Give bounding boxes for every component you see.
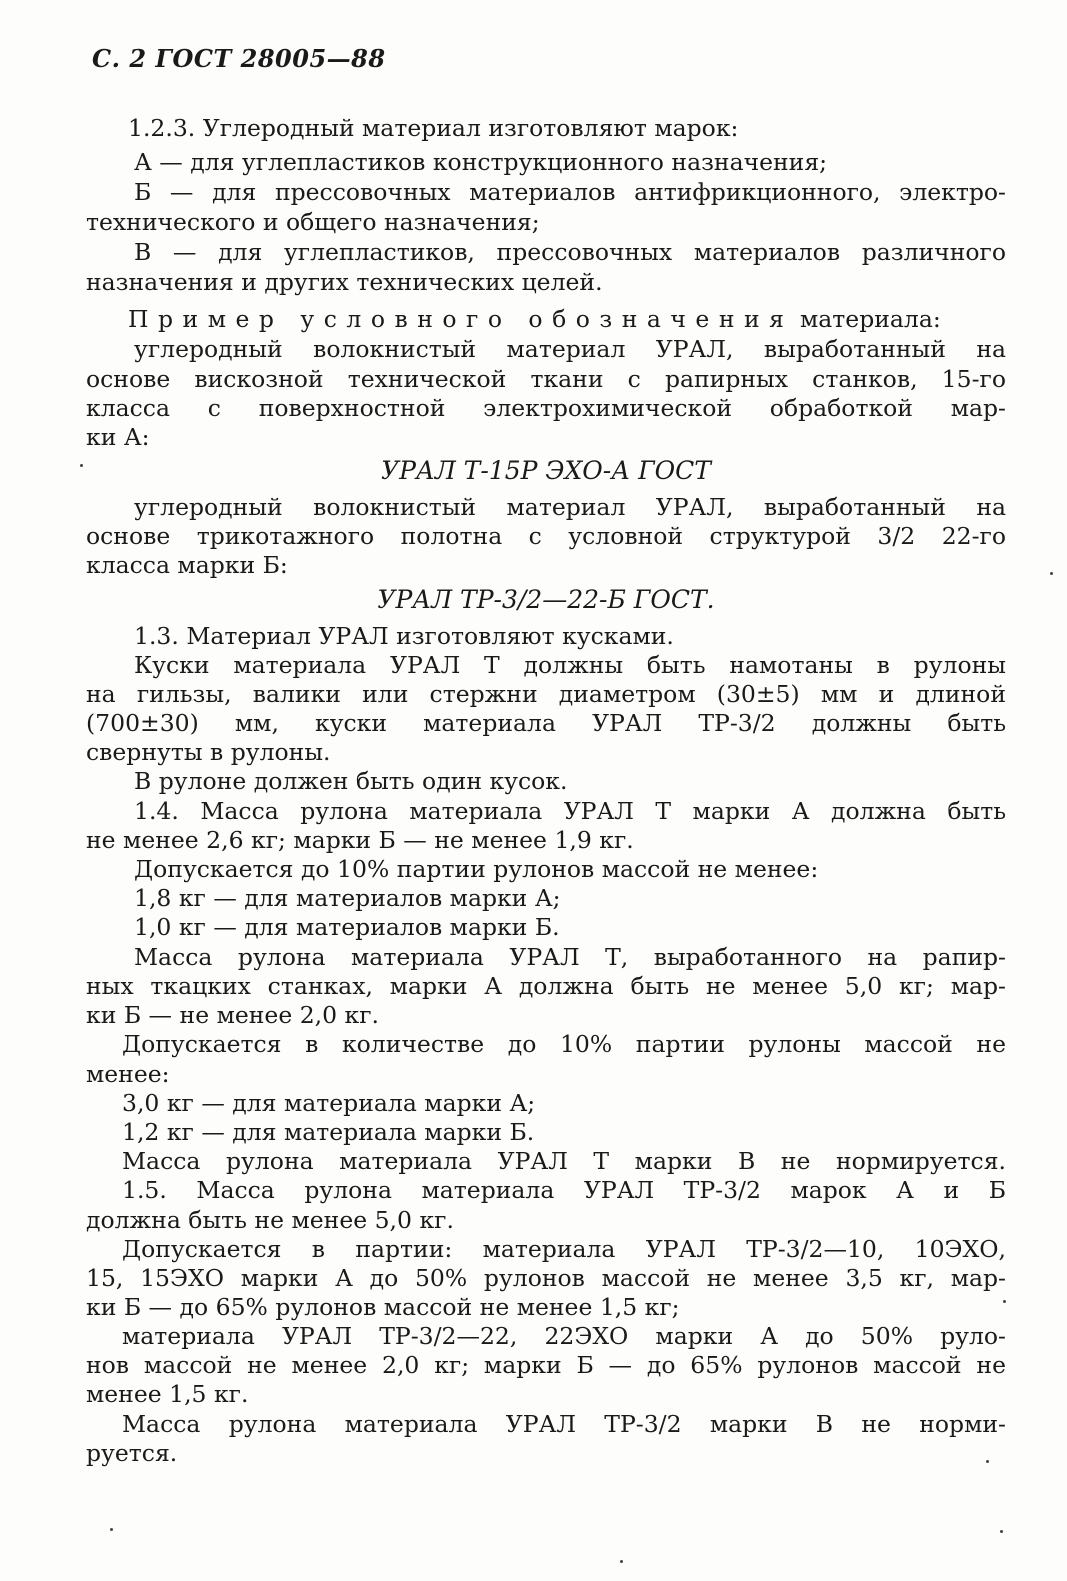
text-line: не менее 2,6 кг; марки Б — не менее 1,9 кг.: [86, 826, 634, 854]
example-heading: Пример условного обозначения: [128, 305, 794, 333]
text-line: В — для углепластиков, прессовочных материалов различного: [134, 238, 1006, 266]
text-line: руется.: [86, 1439, 178, 1467]
text-line: ки А:: [86, 423, 150, 451]
text-line: 1,0 кг — для материалов марки Б.: [134, 913, 560, 941]
text-line: класса марки Б:: [86, 551, 288, 579]
text-line: (700±30) мм, куски материала УРАЛ ТР-3/2 должны быть: [86, 709, 1006, 737]
text-line: В рулоне должен быть один кусок.: [134, 767, 568, 795]
text-line: 1,8 кг — для материалов марки А;: [134, 884, 561, 912]
text-line: должна быть не менее 5,0 кг.: [86, 1206, 454, 1234]
text-line: 1.2.3. Углеродный материал изготовляют марок:: [128, 114, 739, 142]
scan-speck: [986, 1460, 989, 1463]
text-line: Масса рулона материала УРАЛ ТР-3/2 марки В не норми-: [122, 1410, 1006, 1438]
text-line: 1.4. Масса рулона материала УРАЛ Т марки А должна быть: [134, 797, 1006, 825]
scan-speck: [620, 1560, 623, 1563]
text-line: материала:: [800, 305, 941, 333]
text-line: Б — для прессовочных материалов антифрикционного, электро-: [134, 178, 1006, 206]
text-line: материала УРАЛ ТР-3/2—22, 22ЭХО марки А до 50% рулo-: [122, 1322, 1006, 1350]
text-line: 3,0 кг — для материала марки А;: [122, 1089, 536, 1117]
text-line: Допускается в партии: материала УРАЛ ТР-3/2—10, 10ЭХО,: [122, 1235, 1006, 1263]
designation-example: УРАЛ Т-15Р ЭХО-А ГОСТ: [381, 456, 711, 485]
text-line: технического и общего назначения;: [86, 208, 540, 236]
text-line: назначения и других технических целей.: [86, 268, 603, 296]
scan-speck: [1050, 572, 1053, 575]
text-line: 1.3. Материал УРАЛ изготовляют кусками.: [134, 622, 674, 650]
text-line: Куски материала УРАЛ Т должны быть намотаны в рулоны: [134, 651, 1006, 679]
scan-speck: [110, 1528, 113, 1531]
text-line: основе трикотажного полотна с условной структурой 3/2 22-го: [86, 522, 1006, 550]
text-line: менее 1,5 кг.: [86, 1380, 249, 1408]
text-line: углеродный волокнистый материал УРАЛ, выработанный на: [134, 335, 1006, 363]
text-line: 1,2 кг — для материала марки Б.: [122, 1118, 535, 1146]
text-line: на гильзы, валики или стержни диаметром (30±5) мм и длиной: [86, 680, 1006, 708]
text-line: менее:: [86, 1060, 170, 1088]
page-header: С. 2 ГОСТ 28005—88: [92, 44, 386, 73]
text-line: Масса рулона материала УРАЛ Т марки В не нормируется.: [122, 1147, 1006, 1175]
scan-speck: [1003, 1300, 1006, 1303]
text-line: 15, 15ЭХО марки А до 50% рулонов массой не менее 3,5 кг, мар-: [86, 1264, 1006, 1292]
text-line: А — для углепластиков конструкционного назначения;: [134, 148, 828, 176]
text-line: класса с поверхностной электрохимической обработкой мар-: [86, 394, 1006, 422]
designation-example: УРАЛ ТР-3/2—22-Б ГОСТ.: [377, 585, 715, 614]
text-line: Масса рулона материала УРАЛ Т, выработанного на рапир-: [134, 943, 1006, 971]
text-line: Допускается до 10% партии рулонов массой не менее:: [134, 855, 819, 883]
text-line: ки Б — до 65% рулонов массой не менее 1,5 кг;: [86, 1293, 680, 1321]
text-line: ки Б — не менее 2,0 кг.: [86, 1001, 380, 1029]
text-line: углеродный волокнистый материал УРАЛ, выработанный на: [134, 493, 1006, 521]
text-line: 1.5. Масса рулона материала УРАЛ ТР-3/2 марок А и Б: [122, 1176, 1006, 1204]
scan-speck: [1000, 1530, 1003, 1533]
text-line: свернуты в рулоны.: [86, 738, 331, 766]
text-line: ных ткацких станках, марки А должна быть не менее 5,0 кг; мар-: [86, 972, 1006, 1000]
text-line: нов массой не менее 2,0 кг; марки Б — до 65% рулонов массой не: [86, 1351, 1006, 1379]
scan-speck: [80, 464, 83, 467]
text-line: Допускается в количестве до 10% партии рулоны массой не: [122, 1030, 1006, 1058]
text-line: основе вискозной технической ткани с рапирных станков, 15-го: [86, 365, 1006, 393]
